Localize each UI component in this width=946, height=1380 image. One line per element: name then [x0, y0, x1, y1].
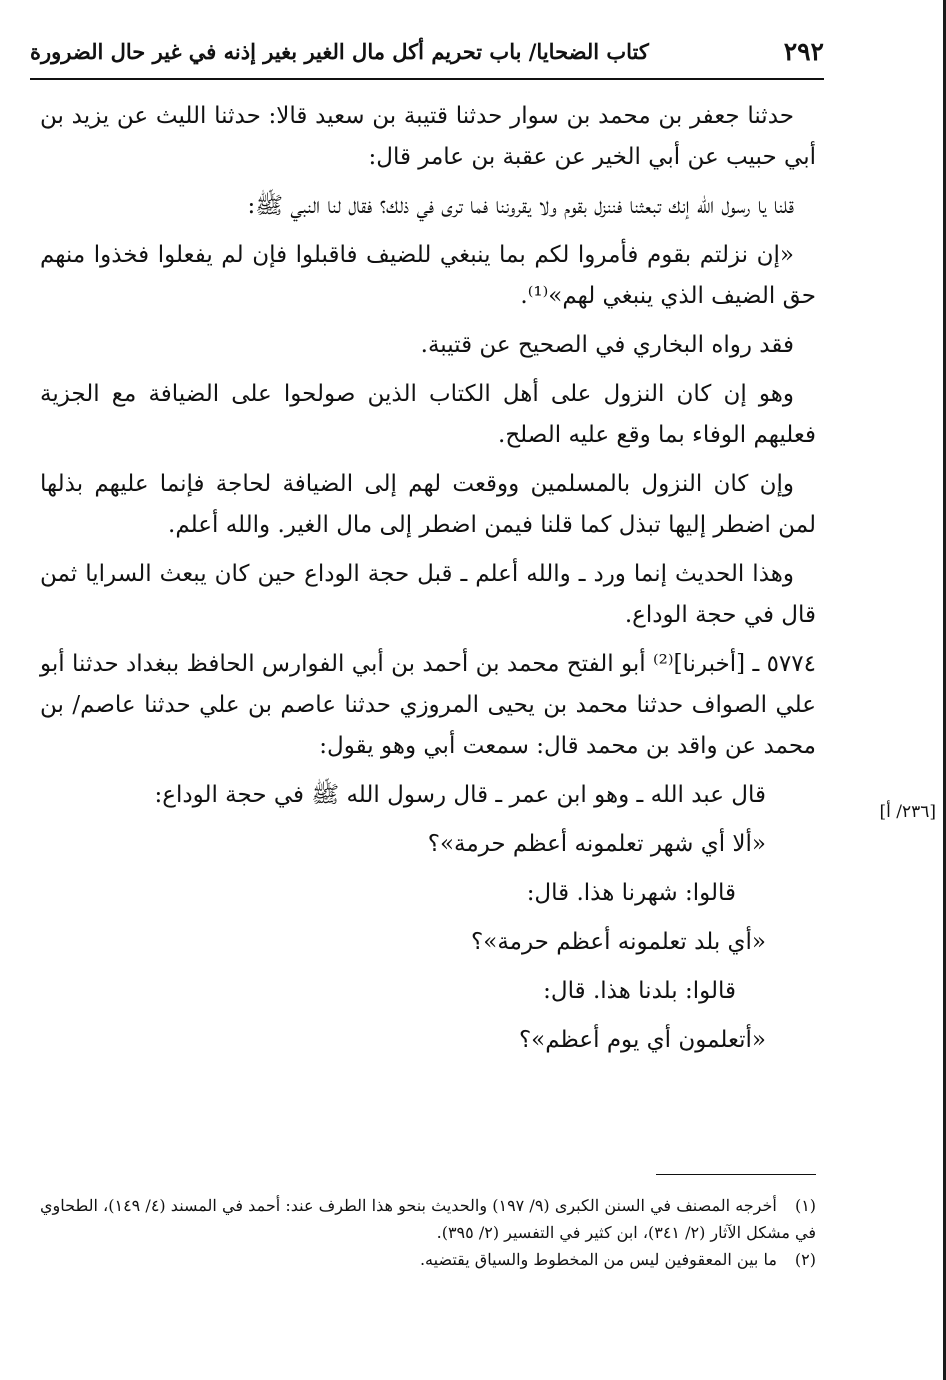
- paragraph-quote-month: «ألا أي شهر تعلمونه أعظم حرمة»؟: [427, 831, 766, 857]
- footnotes: [40, 1192, 816, 1273]
- paragraph-quote-land: «أي بلد تعلمونه أعظم حرمة»؟: [471, 929, 766, 955]
- footnote-text: أخرجه المصنف في السنن الكبرى (٩/ ١٩٧) والحديث بنحو هذا الطرف عند: أحمد في المسند (٤/ ١٤٩)، الطحاوي في مشكل الآثار (٢/ ٣٤١)، ابن كثير في التفسير (٢/ ٣٩٥).: [40, 1196, 816, 1242]
- paragraph-answer-month: قالوا: شهرنا هذا. قال:: [526, 880, 736, 906]
- footnote-1: [40, 1192, 816, 1246]
- footnote-number: (٢): [794, 1250, 816, 1269]
- paragraph-answer-land: قالوا: بلدنا هذا. قال:: [543, 978, 736, 1004]
- running-title: كتاب الضحايا/ باب تحريم أكل مال الغير بغير إذنه في غير حال الضرورة: [30, 38, 649, 64]
- page-number: ٢٩٢: [783, 36, 824, 66]
- paragraph-isnad: حدثنا جعفر بن محمد بن سوار حدثنا قتيبة بن سعيد قالا: حدثنا الليث عن يزيد بن أبي حبيب عن أبي الخير عن عقبة بن عامر قال:: [40, 103, 816, 170]
- paragraph-question: قلنا يا رسول الله إنك تبعثنا فننزل بقوم ولا يقروننا فما ترى في ذلك؟ فقال لنا النبي ﷺ:: [247, 193, 794, 219]
- paragraph-quote-day: «أتعلمون أي يوم أعظم»؟: [518, 1027, 766, 1053]
- paragraph-narration: قال عبد الله ـ وهو ابن عمر ـ قال رسول الله ﷺ في حجة الوداع:: [154, 782, 766, 808]
- paragraph-hadith-5774: ٥٧٧٤ ـ [أخبرنا]⁽²⁾ أبو الفتح محمد بن أحمد بن أبي الفوارس الحافظ ببغداد حدثنا أبو علي الصواف حدثنا محمد بن يحيى المروزي حدثنا عاصم بن علي حدثنا عاصم/ بن محمد عن واقد بن محمد قال: سمعت أبي وهو يقول:: [40, 651, 816, 759]
- header-rule: [30, 78, 824, 80]
- main-text: [40, 96, 816, 1069]
- paragraph-commentary-2: وإن كان النزول بالمسلمين ووقعت لهم إلى الضيافة لحاجة فإنما عليهم بذلها لمن اضطر إليها تبذل كما قلنا فيمن اضطر إلى مال الغير. والله أعلم.: [40, 471, 816, 538]
- manuscript-margin-note: [٢٣٦/ أ]: [879, 802, 936, 822]
- paragraph-commentary-3: وهذا الحديث إنما ورد ـ والله أعلم ـ قبل حجة الوداع حين كان يبعث السرايا ثمن قال في حجة الوداع.: [40, 561, 816, 628]
- footnote-text: ما بين المعقوفين ليس من المخطوط والسياق يقتضيه.: [419, 1250, 777, 1269]
- page-header: [30, 28, 824, 74]
- paragraph-commentary-1: وهو إن كان النزول على أهل الكتاب الذين صولحوا على الضيافة مع الجزية فعليهم الوفاء بما وقع عليه الصلح.: [40, 381, 816, 448]
- footnote-2: [40, 1246, 816, 1273]
- footnote-rule: [656, 1174, 816, 1175]
- paragraph-hadith-quote: «إن نزلتم بقوم فأمروا لكم بما ينبغي للضيف فاقبلوا فإن لم يفعلوا فخذوا منهم حق الضيف الذي ينبغي لهم»⁽¹⁾.: [40, 242, 816, 309]
- footnote-number: (١): [794, 1196, 817, 1215]
- paragraph-source: فقد رواه البخاري في الصحيح عن قتيبة.: [420, 332, 794, 358]
